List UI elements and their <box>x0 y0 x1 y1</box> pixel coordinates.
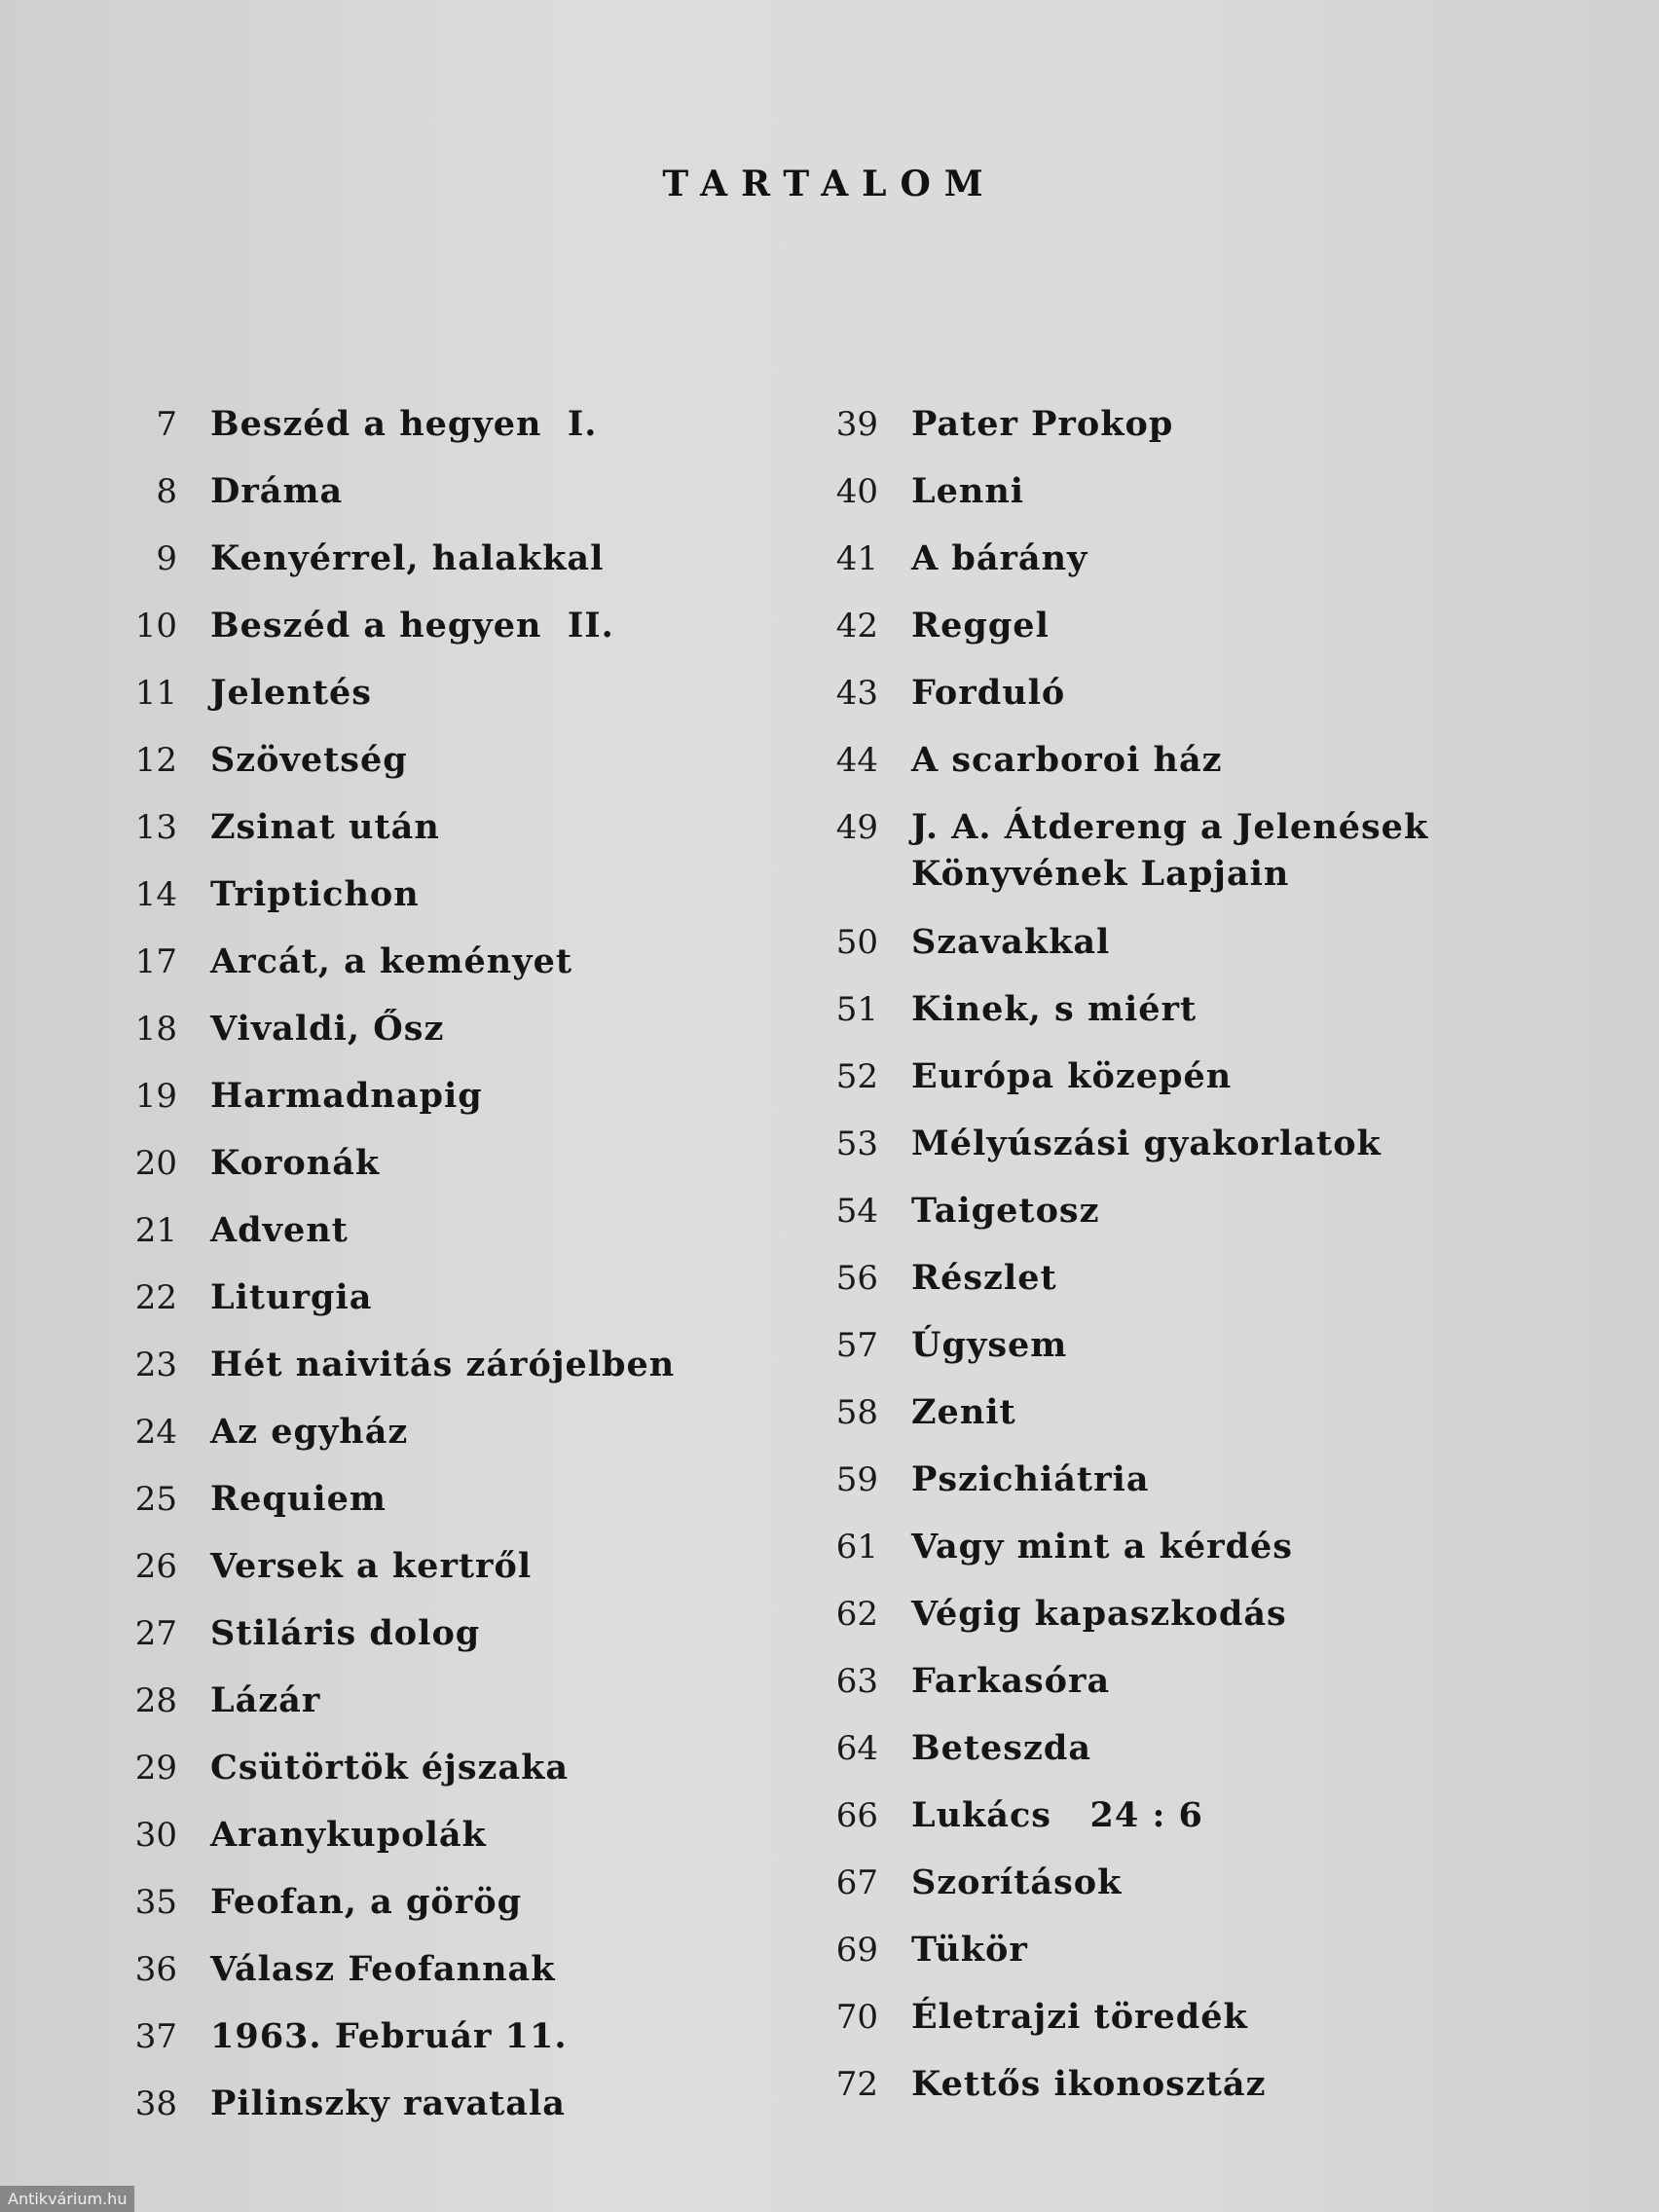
toc-title-block <box>210 1812 487 1859</box>
toc-title: Kenyérrel, halakkal <box>210 538 605 578</box>
toc-page-number: 27 <box>134 1614 177 1653</box>
toc-title-block <box>911 1792 1203 1839</box>
toc-title: Beteszda <box>911 1728 1092 1768</box>
toc-title-block <box>911 1658 1110 1705</box>
toc-entry <box>789 1053 1587 1121</box>
toc-page-number: 43 <box>835 674 878 713</box>
toc-title: Triptichon <box>210 874 420 914</box>
toc-entry <box>97 1342 837 1409</box>
toc-entry <box>789 737 1587 804</box>
toc-title-block <box>210 1274 372 1321</box>
toc-title: Lázár <box>210 1680 321 1720</box>
toc-title-block <box>911 1188 1100 1235</box>
toc-title: Beszéd a hegyen II. <box>210 606 614 645</box>
toc-title: Vagy mint a kérdés <box>911 1527 1294 1567</box>
toc-title-block <box>911 1927 1028 1973</box>
toc-title-block <box>911 1456 1150 1503</box>
toc-title: Pater Prokop <box>911 404 1174 444</box>
toc-title-block <box>911 1121 1382 1167</box>
toc-title-block <box>210 804 440 851</box>
toc-entry <box>97 871 837 939</box>
toc-page-number: 14 <box>134 875 177 914</box>
toc-title: Koronák <box>210 1143 381 1183</box>
toc-page-number: 11 <box>134 674 177 713</box>
toc-entry <box>97 1745 837 1812</box>
toc-page-number: 24 <box>134 1413 177 1452</box>
toc-page-number: 18 <box>134 1010 177 1049</box>
toc-title-block <box>911 986 1197 1033</box>
toc-title: Stiláris dolog <box>210 1613 481 1653</box>
toc-title-block <box>210 871 420 918</box>
toc-title: Aranykupolák <box>210 1815 487 1855</box>
toc-title: Szavakkal <box>911 922 1111 962</box>
toc-left-column <box>97 401 837 2148</box>
toc-title: Hét naivitás zárójelben <box>210 1345 676 1384</box>
toc-page-number: 49 <box>835 808 878 847</box>
toc-entry <box>789 1255 1587 1322</box>
toc-entry <box>97 1476 837 1543</box>
toc-title-block <box>911 401 1173 448</box>
toc-title-block <box>911 468 1024 515</box>
toc-page-number: 29 <box>134 1749 177 1788</box>
toc-title-block <box>210 1879 522 1926</box>
toc-title: A bárány <box>911 538 1088 578</box>
toc-entry <box>789 1725 1587 1792</box>
toc-title: Tükör <box>911 1930 1028 1970</box>
toc-entry <box>789 1994 1587 2061</box>
toc-title-block <box>911 919 1110 966</box>
toc-title-block <box>911 737 1223 784</box>
toc-title-block <box>911 1322 1067 1369</box>
toc-entry <box>789 1389 1587 1456</box>
toc-title: Kettős ikonosztáz <box>911 2064 1267 2104</box>
toc-page-number: 25 <box>134 1480 177 1519</box>
toc-title: Életrajzi töredék <box>911 1997 1248 2037</box>
toc-page-number: 9 <box>156 539 177 578</box>
toc-title: Csütörtök éjszaka <box>210 1748 570 1788</box>
toc-entry <box>97 939 837 1006</box>
toc-entry <box>97 1610 837 1677</box>
toc-title: Végig kapaszkodás <box>911 1594 1287 1634</box>
toc-entry <box>789 986 1587 1053</box>
toc-title: Pszichiátria <box>911 1459 1150 1499</box>
toc-title-block <box>210 2013 568 2060</box>
toc-page-number: 13 <box>134 808 177 847</box>
toc-entry <box>97 535 837 603</box>
toc-entry <box>97 670 837 737</box>
toc-entry <box>97 1274 837 1342</box>
toc-page-number: 30 <box>134 1816 177 1855</box>
toc-title: Dráma <box>210 471 344 511</box>
toc-entry <box>97 1207 837 1274</box>
toc-entry <box>789 1927 1587 1994</box>
toc-entry <box>789 1524 1587 1591</box>
toc-title-block <box>210 1610 480 1657</box>
toc-title: A scarboroi ház <box>911 740 1223 780</box>
toc-title: 1963. Február 11. <box>210 2016 568 2056</box>
toc-page-number: 62 <box>835 1595 878 1634</box>
toc-title-block <box>911 2061 1266 2108</box>
toc-page-number: 51 <box>835 990 878 1029</box>
toc-title: Pilinszky ravatala <box>210 2083 566 2123</box>
toc-page-number: 17 <box>134 942 177 981</box>
toc-title-block <box>911 535 1088 582</box>
toc-title-block <box>210 2081 566 2127</box>
toc-title: Taigetosz <box>911 1191 1100 1231</box>
toc-title-block <box>911 1860 1122 1906</box>
toc-page-number: 21 <box>134 1211 177 1250</box>
toc-entry <box>97 1543 837 1610</box>
toc-title-block <box>911 1994 1248 2041</box>
watermark: Antikvárium.hu <box>0 2186 134 2212</box>
toc-page-number: 8 <box>156 472 177 511</box>
toc-title-block <box>210 1342 675 1388</box>
toc-page-number: 42 <box>835 607 878 645</box>
toc-page-number: 22 <box>134 1278 177 1317</box>
toc-entry <box>789 1860 1587 1927</box>
toc-page-number: 44 <box>835 741 878 780</box>
toc-title: Advent <box>210 1210 349 1250</box>
toc-page-number: 72 <box>835 2065 878 2104</box>
toc-page-number: 59 <box>835 1460 878 1499</box>
toc-title: Szorítások <box>911 1862 1123 1902</box>
toc-title: Lenni <box>911 471 1025 511</box>
toc-entry <box>789 1121 1587 1188</box>
toc-entry <box>789 670 1587 737</box>
toc-title: Mélyúszási gyakorlatok <box>911 1124 1382 1163</box>
toc-title: Farkasóra <box>911 1661 1111 1701</box>
toc-title-block <box>911 1389 1016 1436</box>
toc-entry <box>97 1006 837 1073</box>
toc-title: Vivaldi, Ősz <box>210 1009 445 1049</box>
toc-entry <box>97 1946 837 2013</box>
toc-page-number: 36 <box>134 1950 177 1989</box>
toc-title-block <box>911 1053 1232 1100</box>
toc-title-block <box>210 535 604 582</box>
toc-entry <box>789 401 1587 468</box>
toc-title-block <box>210 737 408 784</box>
toc-entry <box>789 804 1587 919</box>
toc-right-column <box>789 401 1587 2128</box>
toc-title-block <box>911 1524 1293 1570</box>
toc-entry <box>97 804 837 871</box>
toc-page-number: 7 <box>156 405 177 444</box>
toc-entry <box>97 1140 837 1207</box>
page-title: TARTALOM <box>662 164 997 204</box>
toc-page-number: 26 <box>134 1547 177 1586</box>
toc-title: Szövetség <box>210 740 408 780</box>
toc-entry <box>789 1658 1587 1725</box>
toc-entry <box>97 1879 837 1946</box>
toc-title-block <box>911 1591 1287 1638</box>
toc-entry <box>97 2013 837 2081</box>
toc-page-number: 52 <box>835 1057 878 1096</box>
toc-entry <box>789 603 1587 670</box>
toc-title-block <box>210 1745 569 1791</box>
toc-title: Zenit <box>911 1392 1016 1432</box>
toc-entry <box>97 401 837 468</box>
toc-title: Európa közepén <box>911 1056 1233 1096</box>
toc-title: Részlet <box>911 1258 1057 1298</box>
toc-title: Feofan, a görög <box>210 1882 523 1922</box>
toc-title-block <box>210 1006 444 1052</box>
toc-entry <box>789 468 1587 535</box>
toc-page-number: 20 <box>134 1144 177 1183</box>
toc-page-number: 10 <box>134 607 177 645</box>
toc-page-number: 66 <box>835 1796 878 1835</box>
toc-title-block <box>210 1543 532 1590</box>
toc-title: Az egyház <box>210 1412 409 1452</box>
toc-page-number: 64 <box>835 1729 878 1768</box>
toc-title: Reggel <box>911 606 1050 645</box>
toc-entry <box>97 603 837 670</box>
toc-page-number: 63 <box>835 1662 878 1701</box>
toc-entry <box>97 2081 837 2148</box>
toc-title: Requiem <box>210 1479 387 1519</box>
toc-page-number: 56 <box>835 1259 878 1298</box>
toc-title-block <box>911 1725 1091 1772</box>
toc-entry <box>97 1812 837 1879</box>
toc-title: Versek a kertről <box>210 1546 533 1586</box>
toc-title: Úgysem <box>911 1325 1068 1365</box>
toc-entry <box>97 1073 837 1140</box>
toc-entry <box>789 1456 1587 1524</box>
toc-entry <box>97 737 837 804</box>
toc-page-number: 40 <box>835 472 878 511</box>
toc-page-number: 53 <box>835 1124 878 1163</box>
toc-title: Liturgia <box>210 1277 373 1317</box>
toc-title-block <box>210 670 372 717</box>
toc-title-block <box>911 1255 1057 1302</box>
toc-page-number: 12 <box>134 741 177 780</box>
toc-title-block <box>210 468 343 515</box>
toc-title: Válasz Feofannak <box>210 1949 556 1989</box>
toc-title: Forduló <box>911 673 1066 713</box>
toc-title-block <box>210 1207 349 1254</box>
toc-page-number: 54 <box>835 1192 878 1231</box>
toc-title: Beszéd a hegyen I. <box>210 404 598 444</box>
toc-title: Harmadnapig <box>210 1076 483 1116</box>
toc-entry <box>789 1322 1587 1389</box>
toc-entry <box>789 535 1587 603</box>
toc-title-continued: Könyvének Lapjain <box>911 854 1290 894</box>
toc-title: Zsinat után <box>210 807 440 847</box>
toc-title-block <box>911 670 1065 717</box>
toc-page-number: 69 <box>835 1931 878 1970</box>
toc-entry <box>789 2061 1587 2128</box>
toc-page-number: 57 <box>835 1326 878 1365</box>
toc-title-block <box>210 1476 387 1523</box>
toc-page-number: 28 <box>134 1681 177 1720</box>
toc-title-block <box>210 939 572 985</box>
toc-title-block <box>911 603 1050 649</box>
toc-title-block <box>210 603 614 649</box>
toc-page-number: 70 <box>835 1998 878 2037</box>
toc-title-block <box>911 804 1428 898</box>
toc-title-block <box>210 1409 408 1456</box>
toc-page-number: 41 <box>835 539 878 578</box>
toc-page-number: 35 <box>134 1883 177 1922</box>
toc-title-block <box>210 1073 483 1120</box>
toc-title: J. A. Átdereng a Jelenések <box>911 807 1429 847</box>
toc-title: Lukács 24 : 6 <box>911 1795 1203 1835</box>
toc-title-block <box>210 1946 555 1993</box>
toc-page-number: 58 <box>835 1393 878 1432</box>
toc-title-block <box>210 401 597 448</box>
toc-page-number: 37 <box>134 2017 177 2056</box>
toc-entry <box>97 1409 837 1476</box>
toc-entry <box>97 1677 837 1745</box>
toc-title-block <box>210 1677 320 1724</box>
toc-title: Jelentés <box>210 673 372 713</box>
toc-title: Kinek, s miért <box>911 989 1198 1029</box>
toc-page-number: 19 <box>134 1077 177 1116</box>
toc-entry <box>97 468 837 535</box>
toc-entry <box>789 1188 1587 1255</box>
toc-title-block <box>210 1140 380 1187</box>
toc-page-number: 67 <box>835 1863 878 1902</box>
toc-page-number: 61 <box>835 1528 878 1567</box>
toc-title: Arcát, a keményet <box>210 941 573 981</box>
toc-entry <box>789 1792 1587 1860</box>
toc-page-number: 38 <box>134 2084 177 2123</box>
toc-page-number: 23 <box>134 1346 177 1384</box>
toc-page-number: 39 <box>835 405 878 444</box>
toc-page-number: 50 <box>835 923 878 962</box>
toc-entry <box>789 919 1587 986</box>
toc-entry <box>789 1591 1587 1658</box>
